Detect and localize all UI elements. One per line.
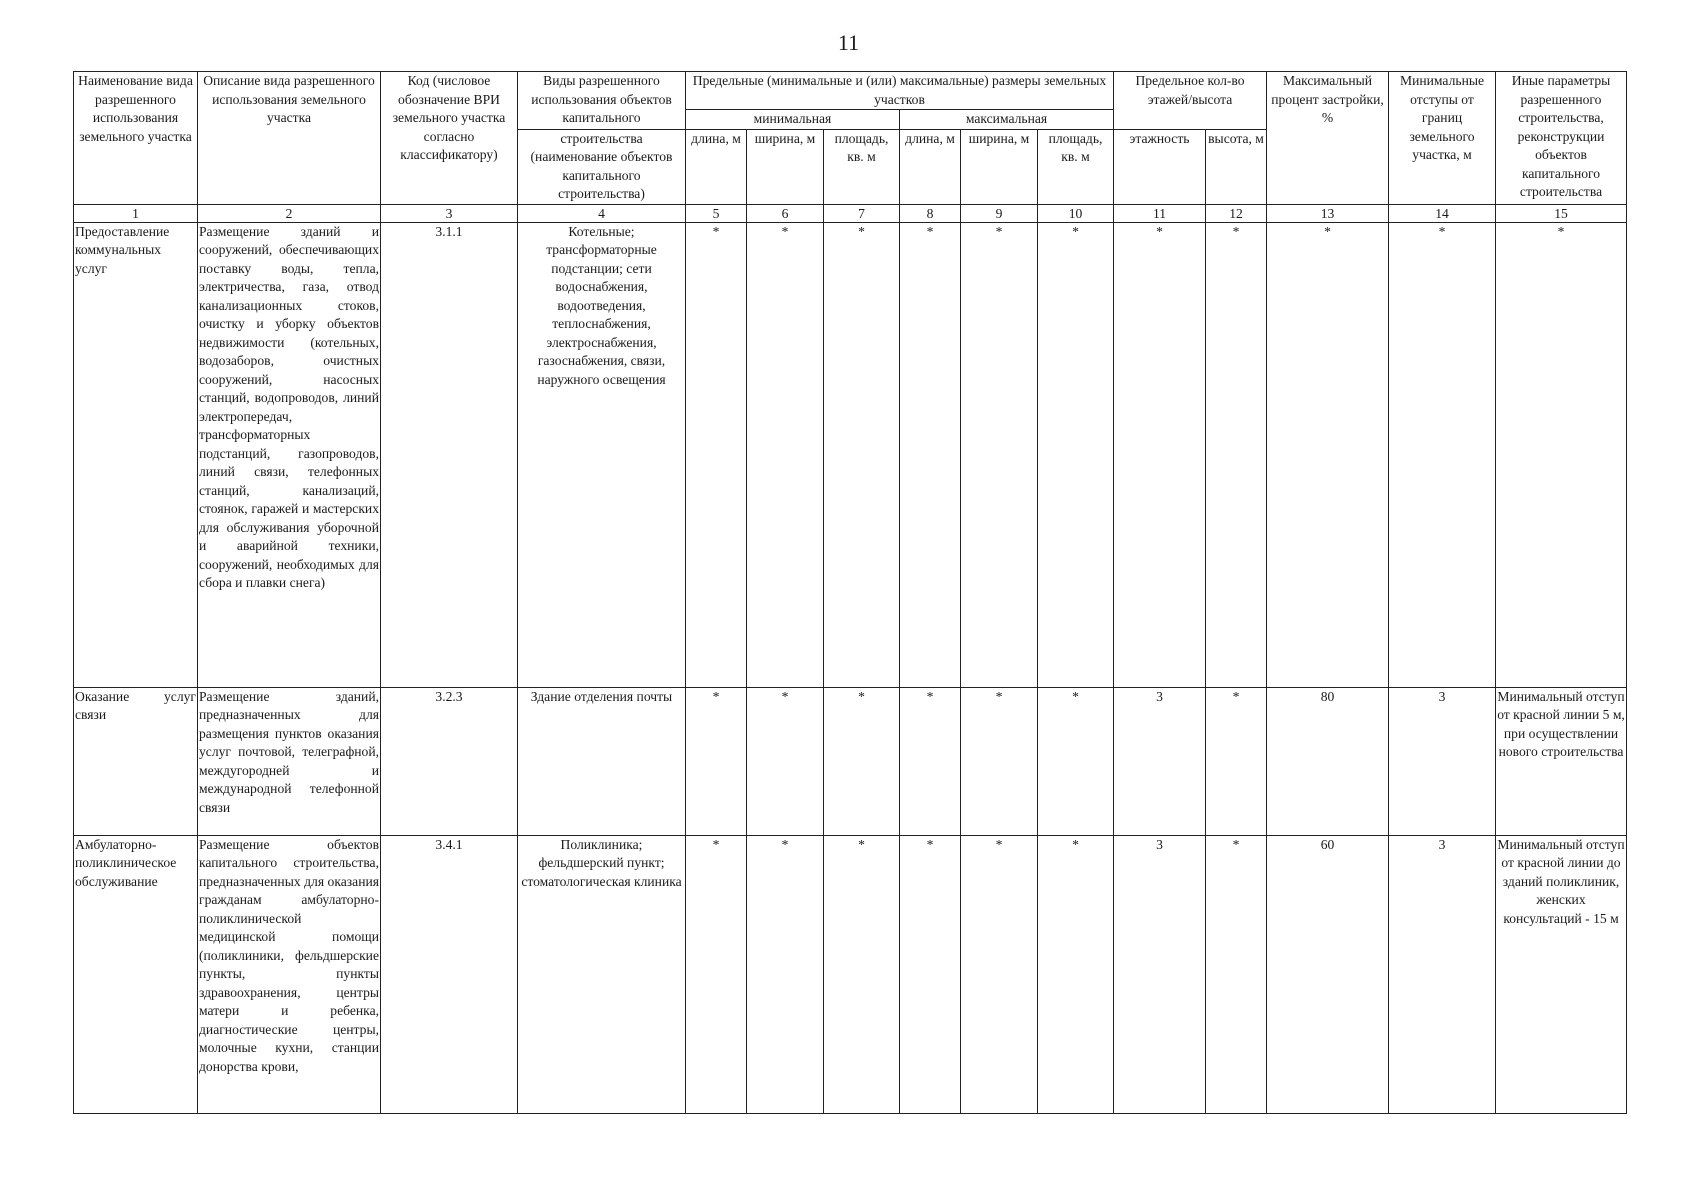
row-name: Амбулаторно-поликлиническое обслуживание	[74, 835, 198, 1113]
page-number: 11	[837, 30, 860, 55]
row-name: Предоставление коммунальных услуг	[74, 222, 198, 687]
header-min-width: ширина, м	[747, 129, 824, 204]
column-number: 5	[686, 204, 747, 222]
row-height: *	[1206, 687, 1267, 835]
zoning-parameters-table	[73, 71, 1627, 1114]
row-description: Размещение зданий и сооружений, обеспечивающих поставку воды, тепла, электричества, газа, отвод канализационных стоков, очистку и уборку объектов недвижимости (котельных, водозаборов, очистных сооружений, насосных станций, водопроводов, линий электропередач, трансформаторных подстанций, газопроводов, линий связи, телефонных станций, канализаций, стоянок, гаражей и мастерских для обслуживания уборочной и аварийной техники, сооружений, необходимых для сбора и плавки снега)	[198, 222, 381, 687]
column-number: 15	[1496, 204, 1627, 222]
row-other-params: Минимальный отступ от красной линии 5 м, при осуществлении нового строительства	[1496, 687, 1627, 835]
row-min-length: *	[686, 222, 747, 687]
row-min-area: *	[824, 687, 900, 835]
column-number: 11	[1114, 204, 1206, 222]
row-other-params: *	[1496, 222, 1627, 687]
header-min-length: длина, м	[686, 129, 747, 204]
row-description: Размещение зданий, предназначенных для размещения пунктов оказания услуг почтовой, телеграфной, междугородней и международной телефонной связи	[198, 687, 381, 835]
column-number: 13	[1267, 204, 1389, 222]
row-max-area: *	[1038, 222, 1114, 687]
row-code: 3.1.1	[381, 222, 518, 687]
row-min-setback: *	[1389, 222, 1496, 687]
row-min-width: *	[747, 687, 824, 835]
header-min-group: минимальная	[686, 110, 900, 130]
header-max-length: длина, м	[900, 129, 961, 204]
header-code: Код (числовое обозначение ВРИ земельного участка согласно классификатору)	[381, 72, 518, 205]
row-max-width: *	[961, 222, 1038, 687]
row-height: *	[1206, 222, 1267, 687]
column-number: 10	[1038, 204, 1114, 222]
header-max-area: площадь, кв. м	[1038, 129, 1114, 204]
row-min-setback: 3	[1389, 687, 1496, 835]
header-description: Описание вида разрешенного использования земельного участка	[198, 72, 381, 205]
row-code: 3.2.3	[381, 687, 518, 835]
table-row	[74, 687, 1627, 835]
column-number: 1	[74, 204, 198, 222]
header-name: Наименование вида разрешенного использования земельного участка	[74, 72, 198, 205]
column-number-row	[74, 204, 1627, 222]
row-max-width: *	[961, 687, 1038, 835]
table-row	[74, 835, 1627, 1113]
row-height: *	[1206, 835, 1267, 1113]
header-min-area: площадь, кв. м	[824, 129, 900, 204]
column-number: 9	[961, 204, 1038, 222]
header-sizes-group: Предельные (минимальные и (или) максимальные) размеры земельных участков	[686, 72, 1114, 110]
row-max-percent: 60	[1267, 835, 1389, 1113]
row-description: Размещение объектов капитального строительства, предназначенных для оказания гражданам амбулаторно-поликлинической медицинской помощи (поликлиники, фельдшерские пункты, пункты здравоохранения, центры матери и ребенка, диагностические центры, молочные кухни, станции донорства крови,	[198, 835, 381, 1113]
column-number: 4	[518, 204, 686, 222]
row-objects: Котельные; трансформаторные подстанции; сети водоснабжения, водоотведения, теплоснабжения, электроснабжения, газоснабжения, связи, наружного освещения	[518, 222, 686, 687]
row-min-width: *	[747, 835, 824, 1113]
row-other-params: Минимальный отступ от красной линии до зданий поликлиник, женских консультаций - 15 м	[1496, 835, 1627, 1113]
row-min-width: *	[747, 222, 824, 687]
column-number: 3	[381, 204, 518, 222]
header-floors: этажность	[1114, 129, 1206, 204]
header-other-params: Иные параметры разрешенного строительства, реконструкции объектов капитального строительства	[1496, 72, 1627, 205]
row-max-length: *	[900, 687, 961, 835]
row-name: Оказание услуг связи	[74, 687, 198, 835]
header-min-setbacks: Минимальные отступы от границ земельного участка, м	[1389, 72, 1496, 205]
row-min-area: *	[824, 222, 900, 687]
header-max-percent: Максимальный процент застройки, %	[1267, 72, 1389, 205]
row-min-length: *	[686, 835, 747, 1113]
header-max-width: ширина, м	[961, 129, 1038, 204]
row-floors: *	[1114, 222, 1206, 687]
column-number: 2	[198, 204, 381, 222]
column-number: 12	[1206, 204, 1267, 222]
column-number: 7	[824, 204, 900, 222]
row-max-area: *	[1038, 835, 1114, 1113]
header-height: высота, м	[1206, 129, 1267, 204]
row-objects: Поликлиника; фельдшерский пункт; стоматологическая клиника	[518, 835, 686, 1113]
row-objects: Здание отделения почты	[518, 687, 686, 835]
row-code: 3.4.1	[381, 835, 518, 1113]
row-max-percent: *	[1267, 222, 1389, 687]
header-objects-bottom: строительства (наименование объектов капитального строительства)	[518, 129, 686, 204]
column-number: 8	[900, 204, 961, 222]
row-min-area: *	[824, 835, 900, 1113]
column-number: 6	[747, 204, 824, 222]
row-min-length: *	[686, 687, 747, 835]
header-max-group: максимальная	[900, 110, 1114, 130]
header-objects-top: Виды разрешенного использования объектов капитального	[518, 72, 686, 130]
row-max-width: *	[961, 835, 1038, 1113]
row-max-percent: 80	[1267, 687, 1389, 835]
row-max-length: *	[900, 222, 961, 687]
column-number: 14	[1389, 204, 1496, 222]
row-floors: 3	[1114, 835, 1206, 1113]
table-row	[74, 222, 1627, 687]
row-min-setback: 3	[1389, 835, 1496, 1113]
row-max-length: *	[900, 835, 961, 1113]
header-floors-group: Предельное кол-во этажей/высота	[1114, 72, 1267, 130]
row-floors: 3	[1114, 687, 1206, 835]
row-max-area: *	[1038, 687, 1114, 835]
